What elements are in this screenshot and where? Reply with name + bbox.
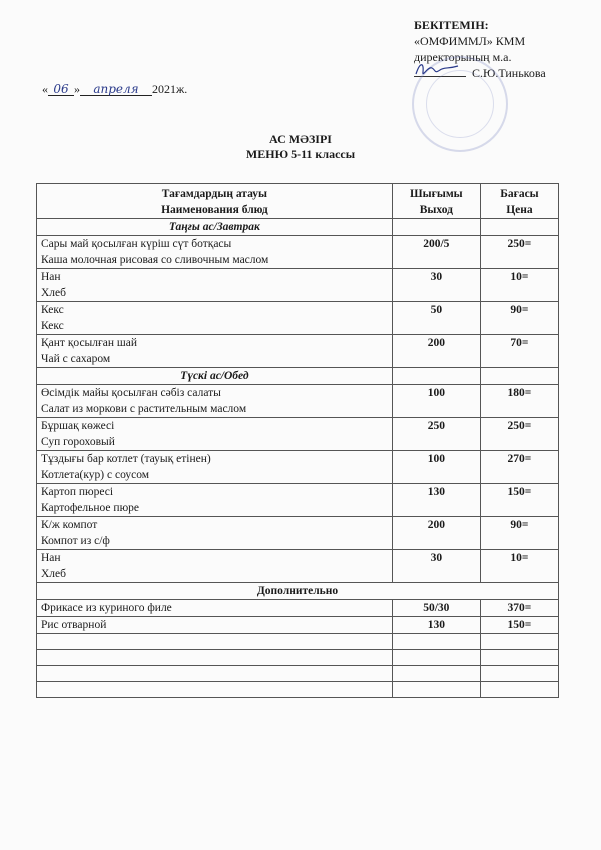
table-row xyxy=(37,418,559,451)
table-row xyxy=(37,550,559,583)
table-row xyxy=(37,517,559,550)
item-price: 10= xyxy=(480,269,558,302)
header-price xyxy=(480,184,558,219)
date-line xyxy=(42,82,187,97)
item-output: 200 xyxy=(392,335,480,368)
title-kz: АС МӘЗІРІ xyxy=(269,132,332,146)
table-row xyxy=(37,269,559,302)
item-output: 30 xyxy=(392,550,480,583)
item-price: 150= xyxy=(480,484,558,517)
item-name-ru: Котлета(кур) с соусом xyxy=(41,469,150,481)
item-output: 100 xyxy=(392,451,480,484)
section-extra: Дополнительно xyxy=(37,583,559,600)
item-price: 250= xyxy=(480,236,558,269)
item-name: Фрикасе из куриного филе xyxy=(37,600,393,617)
item-name-kz: Тұздығы бар котлет (тауық етінен) xyxy=(41,453,211,465)
date-open-quote: « xyxy=(42,82,48,96)
menu-table xyxy=(36,183,559,698)
item-price: 90= xyxy=(480,517,558,550)
item-price: 370= xyxy=(480,600,558,617)
item-output: 130 xyxy=(392,484,480,517)
header-name-ru: Наименования блюд xyxy=(161,204,268,216)
header-output xyxy=(392,184,480,219)
item-price: 270= xyxy=(480,451,558,484)
table-row xyxy=(37,302,559,335)
item-output: 200 xyxy=(392,517,480,550)
item-name-ru: Каша молочная рисовая со сливочным маслом xyxy=(41,254,269,266)
item-name-kz: Бұршақ көжесі xyxy=(41,420,115,432)
item-price: 90= xyxy=(480,302,558,335)
header-price-ru: Цена xyxy=(506,204,533,216)
item-name-ru: Кекс xyxy=(41,320,64,332)
item-output: 130 xyxy=(392,617,480,634)
section-row xyxy=(37,368,559,385)
item-price: 180= xyxy=(480,385,558,418)
date-month: апреля xyxy=(80,83,152,96)
item-name-kz: Нан xyxy=(41,552,61,564)
empty-row xyxy=(37,666,559,682)
table-row xyxy=(37,451,559,484)
item-name-ru: Суп гороховый xyxy=(41,436,115,448)
header-name xyxy=(37,184,393,219)
item-name-kz: Қант қосылған шай xyxy=(41,337,137,349)
item-output: 50/30 xyxy=(392,600,480,617)
table-row xyxy=(37,617,559,634)
table-row xyxy=(37,236,559,269)
header-price-kz: Бағасы xyxy=(500,188,539,200)
title-ru: МЕНЮ 5-11 классы xyxy=(245,147,356,161)
item-output: 200/5 xyxy=(392,236,480,269)
section-row xyxy=(37,219,559,236)
item-name-ru: Чай с сахаром xyxy=(41,353,111,365)
table-row xyxy=(37,385,559,418)
item-output: 30 xyxy=(392,269,480,302)
item-name-ru: Хлеб xyxy=(41,287,66,299)
date-year: 2021ж. xyxy=(152,82,188,96)
item-price: 10= xyxy=(480,550,558,583)
menu-title xyxy=(0,132,601,162)
header-output-kz: Шығымы xyxy=(410,188,463,200)
item-name-kz: Картоп пюресі xyxy=(41,486,114,498)
table-header xyxy=(37,184,559,219)
item-price: 150= xyxy=(480,617,558,634)
item-name-kz: Өсімдік майы қосылған сәбіз салаты xyxy=(41,387,221,399)
empty-row xyxy=(37,634,559,650)
section-lunch: Түскі ас/Обед xyxy=(37,368,393,385)
item-price: 250= xyxy=(480,418,558,451)
section-row xyxy=(37,583,559,600)
table-row xyxy=(37,600,559,617)
item-name-ru: Компот из с/ф xyxy=(41,535,110,547)
approval-title: БЕКІТЕМІН: xyxy=(414,18,489,32)
item-name: Рис отварной xyxy=(37,617,393,634)
item-price: 70= xyxy=(480,335,558,368)
item-name-kz: Нан xyxy=(41,271,61,283)
item-name-ru: Картофельное пюре xyxy=(41,502,140,514)
table-row xyxy=(37,484,559,517)
date-close-quote: » xyxy=(74,82,80,96)
date-day: 06 xyxy=(48,83,74,96)
signature-mark xyxy=(414,58,460,80)
approval-role: директорының м.а. xyxy=(414,50,512,64)
item-output: 50 xyxy=(392,302,480,335)
item-output: 250 xyxy=(392,418,480,451)
approval-org: «ОМФИММЛ» КММ xyxy=(414,34,526,48)
item-output: 100 xyxy=(392,385,480,418)
section-breakfast: Таңғы ас/Завтрак xyxy=(37,219,393,236)
empty-row xyxy=(37,650,559,666)
item-name-kz: К/ж компот xyxy=(41,519,98,531)
table-row xyxy=(37,335,559,368)
item-name-ru: Хлеб xyxy=(41,568,66,580)
approval-name: С.Ю.Тинькова xyxy=(472,66,546,80)
item-name-kz: Кекс xyxy=(41,304,64,316)
header-output-ru: Выход xyxy=(419,204,453,216)
header-name-kz: Тағамдардың атауы xyxy=(161,188,267,200)
empty-row xyxy=(37,682,559,698)
item-name-ru: Салат из моркови с растительным маслом xyxy=(41,403,247,415)
item-name-kz: Сары май қосылған күріш сүт ботқасы xyxy=(41,238,232,250)
